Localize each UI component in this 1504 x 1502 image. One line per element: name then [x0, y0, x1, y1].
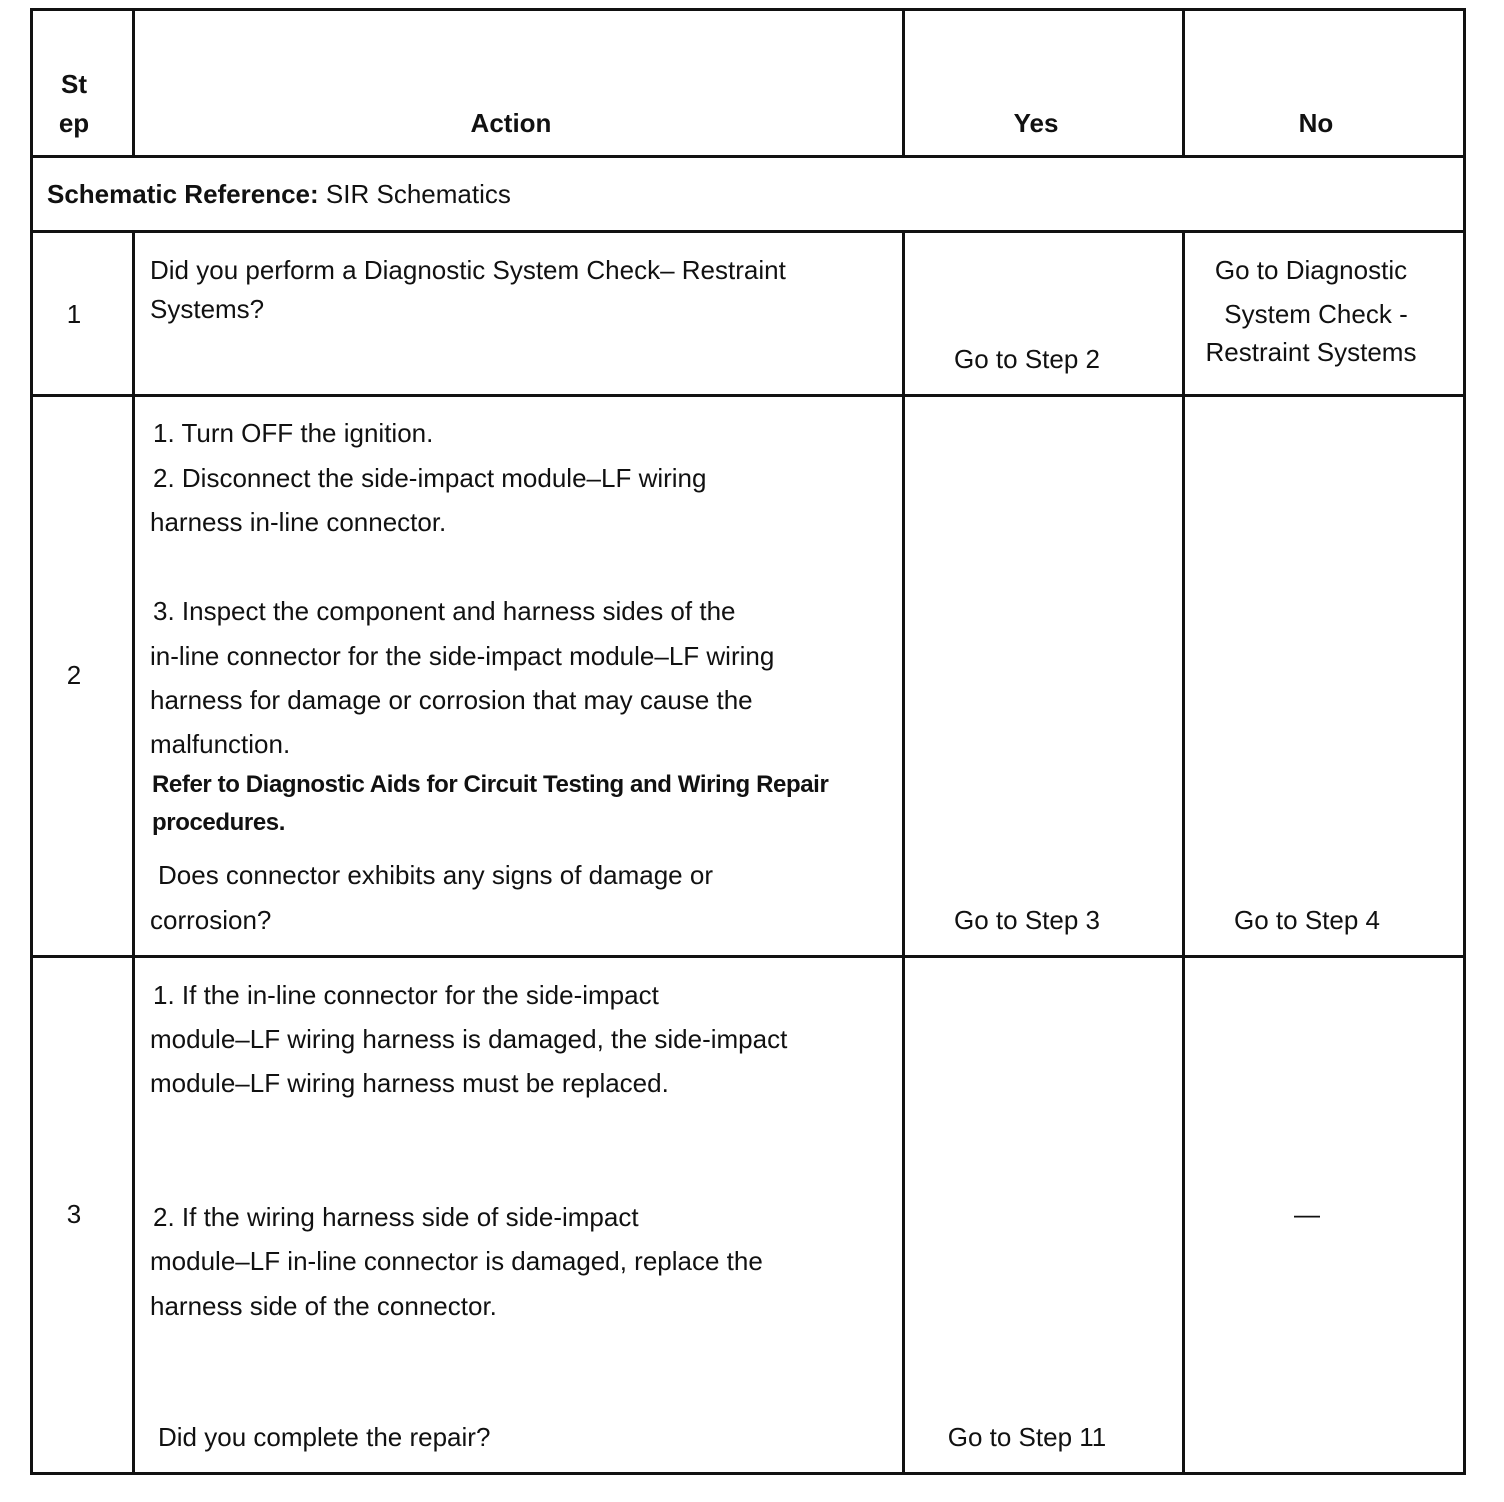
row3-action-line: module–LF wiring harness must be replaced.	[150, 1068, 669, 1098]
table-border-bottom	[30, 1472, 1466, 1475]
header-yes: Yes	[1013, 108, 1059, 138]
row2-action-line: in-line connector for the side-impact module–LF wiring	[150, 641, 775, 671]
header-action: Action	[470, 108, 552, 138]
row2-question-line: Does connector exhibits any signs of damage or	[158, 860, 713, 890]
row1-no-line3: Restraint Systems	[1205, 337, 1417, 367]
row3-no: —	[1294, 1199, 1320, 1229]
row3-action-line: module–LF wiring harness is damaged, the side-impact	[150, 1024, 788, 1054]
row2-action-line: harness for damage or corrosion that may cause the	[150, 685, 753, 715]
row1-step: 1	[66, 299, 82, 329]
row3-yes: Go to Step 11	[947, 1422, 1107, 1452]
row1-yes: Go to Step 2	[954, 344, 1100, 374]
row3-step: 3	[66, 1199, 82, 1229]
row2-action-line: 3. Inspect the component and harness sides of the	[153, 596, 736, 626]
header-rule	[30, 155, 1466, 158]
col-divider-action	[902, 230, 905, 1475]
header-step-line1: St	[61, 69, 87, 99]
row2-question-line: corrosion?	[150, 905, 272, 935]
schematic-reference	[47, 172, 511, 216]
row3-action-line: 2. If the wiring harness side of side-impact	[153, 1202, 639, 1232]
row1-action-line1: Did you perform a Diagnostic System Check– Restraint	[150, 255, 786, 285]
header-no: No	[1298, 108, 1334, 138]
row1-no-line1: Go to Diagnostic	[1214, 255, 1408, 285]
row2-yes: Go to Step 3	[954, 905, 1100, 935]
row3-question: Did you complete the repair?	[158, 1422, 491, 1452]
row1-action-line2: Systems?	[150, 294, 265, 324]
row2-note-line: Refer to Diagnostic Aids for Circuit Testing and Wiring Repair	[152, 771, 829, 798]
row3-action-line: harness side of the connector.	[150, 1291, 497, 1321]
row2-no: Go to Step 4	[1234, 905, 1380, 935]
table-border-top	[30, 8, 1466, 11]
row2-action-line: harness in-line connector.	[150, 507, 447, 537]
row1-no-line2: System Check -	[1224, 299, 1408, 329]
header-step-line2: ep	[58, 108, 90, 138]
col-divider-yes	[1182, 230, 1185, 1475]
col-divider-step	[132, 230, 135, 1475]
row2-action-line: 2. Disconnect the side-impact module–LF wiring	[153, 463, 707, 493]
row2-note-line: procedures.	[152, 809, 285, 836]
schematic-label: Schematic Reference:	[47, 179, 319, 209]
row2-step: 2	[66, 660, 82, 690]
table-border-left	[30, 8, 33, 1475]
row2-rule	[30, 955, 1466, 958]
row3-action-line: module–LF in-line connector is damaged, replace the	[150, 1246, 763, 1276]
schematic-value: SIR Schematics	[325, 179, 511, 209]
table-border-right	[1463, 8, 1466, 1475]
row1-rule	[30, 394, 1466, 397]
row2-action-line: 1. Turn OFF the ignition.	[153, 418, 434, 448]
row2-action-line: malfunction.	[150, 729, 291, 759]
schematic-rule	[30, 230, 1466, 233]
row3-action-line: 1. If the in-line connector for the side-impact	[153, 980, 659, 1010]
